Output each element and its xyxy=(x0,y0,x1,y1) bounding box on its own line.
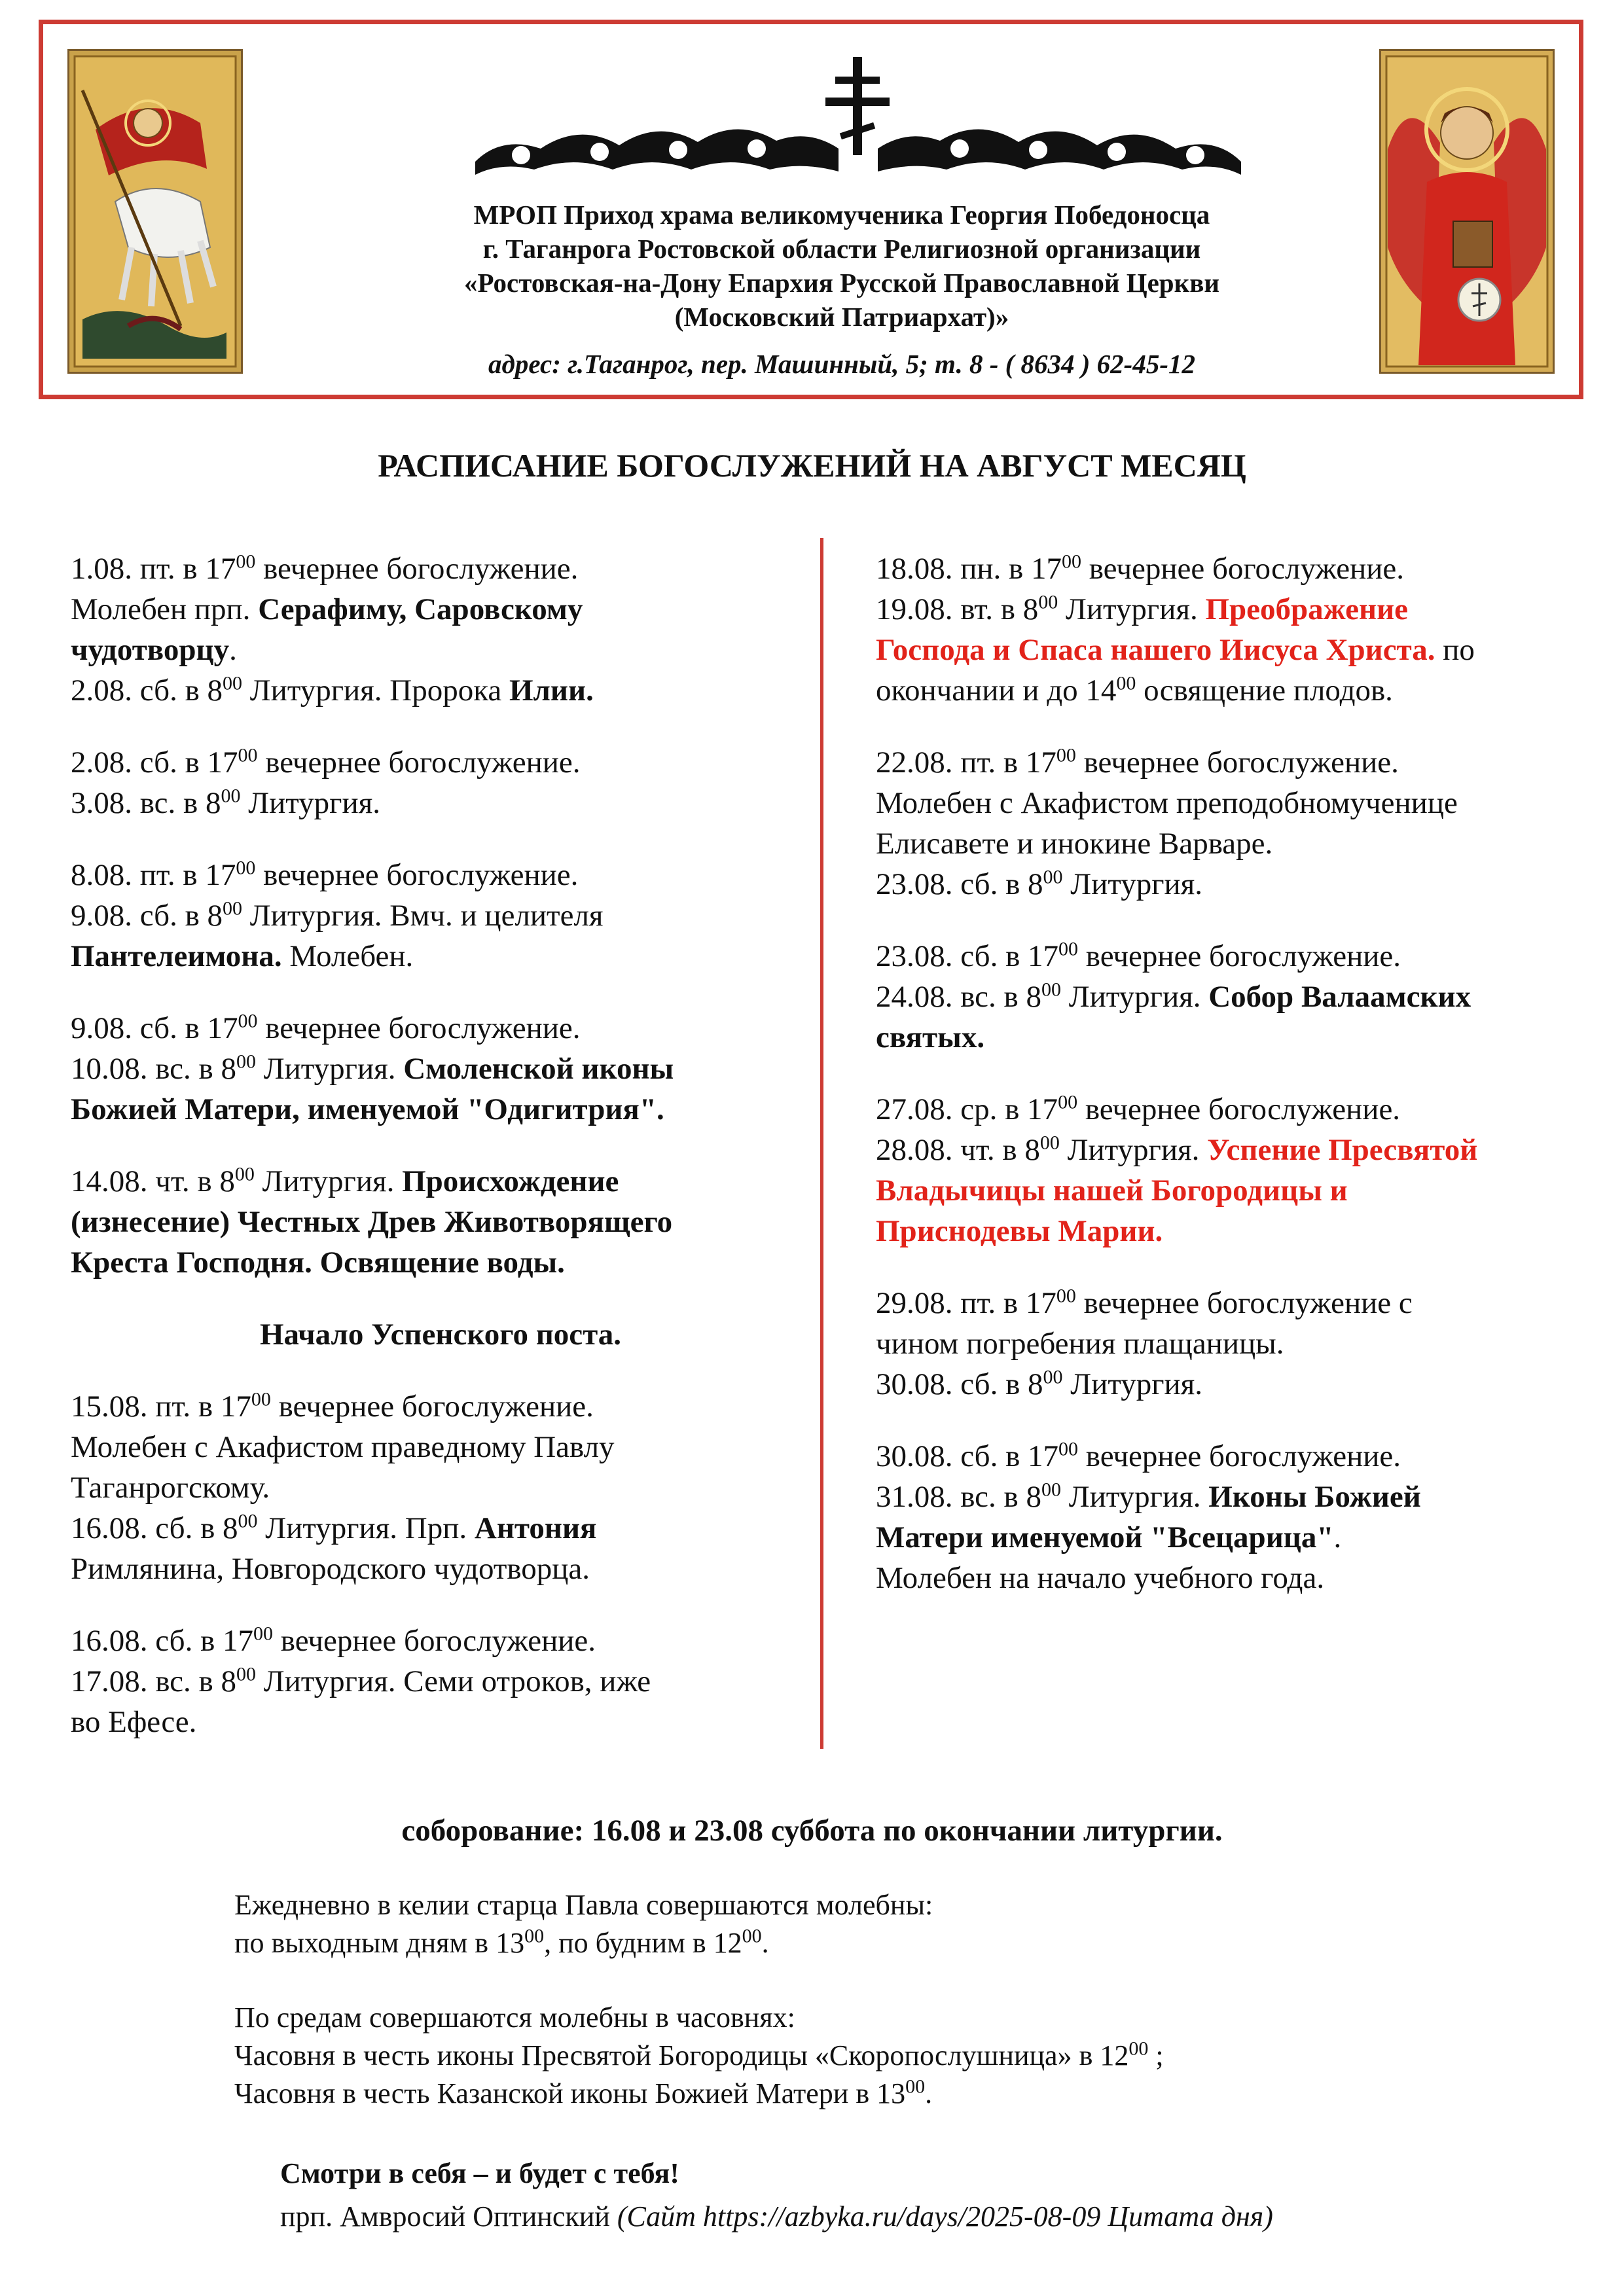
schedule-entry: 16.08. сб. в $17^{00}$ вечернее богослужение. 17.08. вс. в $8^{00}$ Литургия. Семи отроков, иже во Ефесе. xyxy=(71,1623,651,1739)
schedule-entry: 8.08. пт. в $17^{00}$ вечернее богослужение. 9.08. сб. в $8^{00}$ Литургия. Вмч. и целителя Пантелеимона. Молебен. xyxy=(71,857,604,973)
column-divider xyxy=(820,538,823,1749)
schedule-entry: 2.08. сб. в $17^{00}$ вечернее богослужение. 3.08. вс. в $8^{00}$ Литургия. xyxy=(71,744,581,820)
quote-text: Смотри в себя – и будет с тебя! xyxy=(280,2157,679,2189)
schedule-right-column xyxy=(876,548,1583,1630)
schedule-entry: 18.08. пн. в $17^{00}$ вечернее богослужение. 19.08. вт. в $8^{00}$ Литургия. Преображение Господа и Спаса нашего Иисуса Христа. по окончании и до $14^{00}$ освящение плодов. xyxy=(876,550,1475,708)
archangel-michael-icon xyxy=(1379,49,1555,374)
address-line: адрес: г.Таганрог, пер. Машинный, 5; т. 8 - ( 8634 ) 62-45-12 xyxy=(488,349,1195,379)
quote-of-the-day xyxy=(280,2152,1273,2238)
quote-source: прп. Амвросий Оптинский (Сайт https://azbyka.ru/days/2025-08-09 Цитата дня) xyxy=(280,2200,1273,2233)
organization-name xyxy=(351,198,1333,334)
schedule-entry: 15.08. пт. в $17^{00}$ вечернее богослужение. Молебен с Акафистом праведному Павлу Таганрогскому. 16.08. сб. в $8^{00}$ Литургия. Прп. Антония Римлянина, Новгородского чудотворца. xyxy=(71,1388,615,1586)
schedule-left-column xyxy=(71,548,810,1774)
notes-section xyxy=(234,1886,1478,2149)
page-title: РАСПИСАНИЕ БОГОСЛУЖЕНИЙ НА АВГУСТ МЕСЯЦ xyxy=(378,447,1246,484)
org-line: МРОП Приход храма великомученика Георгия Победоносца xyxy=(473,200,1210,230)
st-george-icon xyxy=(67,49,243,374)
fast-start-notice: Начало Успенского поста. xyxy=(259,1318,622,1352)
schedule-entry: 27.08. ср. в $17^{00}$ вечернее богослужение. 28.08. чт. в $8^{00}$ Литургия. Успение Пресвятой Владычицы нашей Богородицы и Приснодевы Марии. xyxy=(876,1091,1478,1248)
schedule-entry: 14.08. чт. в $8^{00}$ Литургия. Происхождение (изнесение) Честных Древ Животворящего Креста Господня. Освящение воды. xyxy=(71,1163,673,1280)
unction-notice: соборование: 16.08 и 23.08 суббота по окончании литургии. xyxy=(401,1814,1223,1848)
schedule-entry: 29.08. пт. в $17^{00}$ вечернее богослужение с чином погребения плащаницы. 30.08. сб. в $8^{00}$ Литургия. xyxy=(876,1285,1413,1401)
org-line: г. Таганрога Ростовской области Религиозной организации xyxy=(482,234,1201,264)
schedule-entry: 1.08. пт. в $17^{00}$ вечернее богослужение. Молебен прп. Серафиму, Саровскому чудотворцу. 2.08. сб. в $8^{00}$ Литургия. Пророка Илии. xyxy=(71,550,594,708)
header-banner xyxy=(39,20,1583,399)
org-line: «Ростовская-на-Дону Епархия Русской Православной Церкви xyxy=(464,268,1219,298)
schedule-entry: 22.08. пт. в $17^{00}$ вечернее богослужение. Молебен с Акафистом преподобномученице Елисавете и инокине Варваре. 23.08. сб. в $8^{00}$ Литургия. xyxy=(876,744,1458,901)
ornament-icon xyxy=(449,57,1267,188)
schedule-entry: 9.08. сб. в $17^{00}$ вечернее богослужение. 10.08. вс. в $8^{00}$ Литургия. Смоленской иконы Божией Матери, именуемой "Одигитрия". xyxy=(71,1010,674,1126)
schedule-entry: 30.08. сб. в $17^{00}$ вечернее богослужение. 31.08. вс. в $8^{00}$ Литургия. Иконы Божией Матери именуемой "Всецарица". Молебен на начало учебного года. xyxy=(876,1438,1421,1595)
org-line: (Московский Патриархат)» xyxy=(674,302,1009,332)
daily-moleben-note: Ежедневно в келии старца Павла совершаются молебны: по выходным дням в $13^{00}$, по будним в $12^{00}$. xyxy=(234,1889,933,1959)
schedule-entry: 23.08. сб. в $17^{00}$ вечернее богослужение. 24.08. вс. в $8^{00}$ Литургия. Собор Валаамских святых. xyxy=(876,938,1471,1054)
wednesday-moleben-note: По средам совершаются молебны в часовнях: Часовня в честь иконы Пресвятой Богородицы «Скоропослушница» в $12^{00}$ ; Часовня в честь Казанской иконы Божией Матери в $13^{00}$. xyxy=(234,2001,1164,2109)
